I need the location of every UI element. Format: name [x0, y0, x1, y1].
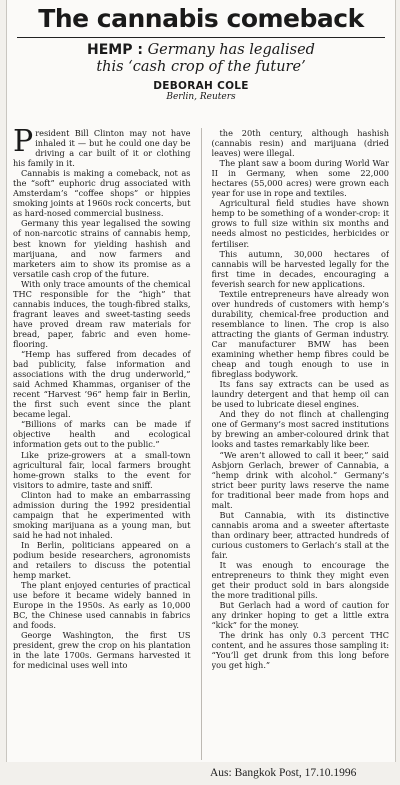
paragraph-text: The plant saw a boom during World War II in Germany, when some 22,000 hectares (55,000 acres) were grown each year for use in rope and textiles.: [211, 158, 389, 199]
paragraph-text: the 20th century, although hashish (cannabis resin) and marijuana (dried leaves) were illegal.: [211, 128, 389, 159]
column-divider: [201, 128, 202, 760]
paragraph-text: With only trace amounts of the chemical THC responsible for the “high” that cannabis induces, the tough-fibred stalks, fragrant leaves and sweet-tasting seeds have proved dream raw materials for bread, paper, fabric and even home-flooring.: [13, 278, 191, 349]
article-paragraph: [212, 128, 390, 158]
subheadline: [13, 42, 389, 76]
source-citation: Aus: Bangkok Post, 17.10.1996: [210, 767, 357, 779]
paragraph-text: Cannabis is making a comeback, not as the “soft” euphoric drug associated with Amsterdam’s “coffee shops” or hippies smoking joints at 1960s rock concerts, but as hard-nosed commercial business.: [13, 168, 191, 219]
article-paragraph: [212, 198, 390, 248]
article-paragraph: [212, 249, 390, 289]
article-column-right: [212, 128, 390, 760]
article-paragraph: [212, 450, 390, 510]
article-paragraph: [212, 510, 390, 560]
article-paragraph: [212, 158, 390, 198]
paragraph-text: Agricultural field studies have shown hemp to be something of a wonder-crop: it grows to full size within six months and needs almost no pesticides, herbicides or fertiliser.: [211, 198, 389, 249]
paragraph-text: But Gerlach had a word of caution for any drinker hoping to get a little extra “kick” for the money.: [211, 600, 389, 631]
paragraph-text: The drink has only 0.3 percent THC content, and he assures those sampling it: “You’ll get drunk from this long before you get high.”: [211, 630, 389, 671]
paragraph-text: “Hemp has suffered from decades of bad publicity, false information and associations with the drug underworld,” said Achmed Khammas, organiser of the recent “Harvest ’96” hemp fair in Berlin, the first such event since the plant became legal.: [13, 349, 191, 420]
paragraph-text: Like prize-growers at a small-town agricultural fair, local farmers brought home-grown stalks to the event for visitors to admire, taste and sniff.: [13, 449, 191, 490]
article-paragraph: [13, 540, 191, 580]
paragraph-text: George Washington, the first US president, grew the crop on his plantation in the late 1700s. Germans harvested it for medicinal uses well into: [13, 630, 191, 671]
article-paragraph: [13, 419, 191, 449]
headline: The cannabis comeback: [38, 4, 364, 33]
article-paragraph: [212, 379, 390, 409]
paragraph-text: “We aren’t allowed to call it beer,” said Asbjorn Gerlach, brewer of Cannabia, a “hemp drink with alcohol.” Germany’s strict beer purity laws reserve the name for traditional beer made from hops and malt.: [211, 449, 389, 510]
article-paragraph: [13, 580, 191, 630]
paragraph-text: resident Bill Clinton may not have inhaled it — but he could one day be driving a car built of it or clothing his family in it.: [13, 128, 191, 169]
subheadline-line-2: this ‘cash crop of the future’: [96, 59, 306, 75]
headline-rule: [17, 37, 385, 38]
byline: DEBORAH COLE: [153, 80, 249, 92]
article-column-left: [13, 128, 191, 760]
paragraph-text: Germany this year legalised the sowing of non-narcotic strains of cannabis hemp, best known for yielding hashish and marijuana, and now farmers and marketers aim to show its promise as a versatile cash crop of the future.: [13, 218, 191, 279]
paragraph-text: This autumn, 30,000 hectares of cannabis will be harvested legally for the first time in decades, encouraging a feverish search for new applications.: [211, 248, 389, 289]
dateline: Berlin, Reuters: [166, 92, 236, 102]
paragraph-text: The plant enjoyed centuries of practical use before it became widely banned in Europe in the 1950s. As early as 10,000 BC, the Chinese used cannabis in fabrics and foods.: [13, 580, 191, 631]
article-paragraph: [13, 349, 191, 419]
article-paragraph: [212, 409, 390, 449]
article-body: [7, 128, 395, 760]
paragraph-text: In Berlin, politicians appeared on a podium beside researchers, agronomists and retailers to discuss the potential hemp market.: [13, 539, 191, 581]
article-paragraph: [13, 218, 191, 278]
article-paragraph: [13, 630, 191, 670]
paragraph-text: Its fans say extracts can be used as laundry detergent and that hemp oil can be used to lubricate diesel engines.: [211, 379, 389, 410]
article-paragraph: [212, 630, 390, 670]
paragraph-text: “Billions of marks can be made if objective health and ecological information gets out to the public.”: [13, 419, 191, 450]
article-paragraph: [13, 490, 191, 540]
article-paragraph: [212, 289, 390, 379]
subheadline-lead: HEMP :: [87, 42, 143, 58]
drop-cap: P: [13, 128, 34, 159]
newspaper-clipping: [6, 0, 396, 762]
article-paragraph: [212, 600, 390, 630]
paragraph-text: Clinton had to make an embarrassing admission during the 1992 presidential campaign that he experimented with smoking marijuana as a young man, but said he had not inhaled.: [13, 489, 191, 540]
article-paragraph: [212, 560, 390, 600]
article-paragraph: [13, 168, 191, 218]
article-paragraph: [13, 128, 191, 168]
article-paragraph: [13, 450, 191, 490]
paragraph-text: It was enough to encourage the entrepreneurs to think they might even get their product sold in bars alongside the more traditional pills.: [211, 560, 389, 601]
subheadline-line-1: Germany has legalised: [142, 42, 315, 58]
paragraph-text: Textile entrepreneurs have already won over hundreds of customers with hemp’s durability, chemical-free production and resemblance to linen. The crop is also attracting the giants of German industry. Car manufacturer BMW has been examining whether hemp fibres could be cheap and tough enough to use in fibreglass bodywork.: [211, 288, 389, 380]
article-paragraph: [13, 279, 191, 349]
paragraph-text: And they do not flinch at challenging one of Germany’s most sacred institutions by brewing an amber-coloured drink that looks and tastes remarkably like beer.: [211, 409, 389, 450]
paragraph-text: But Cannabia, with its distinctive cannabis aroma and a sweeter aftertaste than ordinary beer, attracted hundreds of curious customers to Gerlach’s stall at the fair.: [211, 509, 389, 560]
